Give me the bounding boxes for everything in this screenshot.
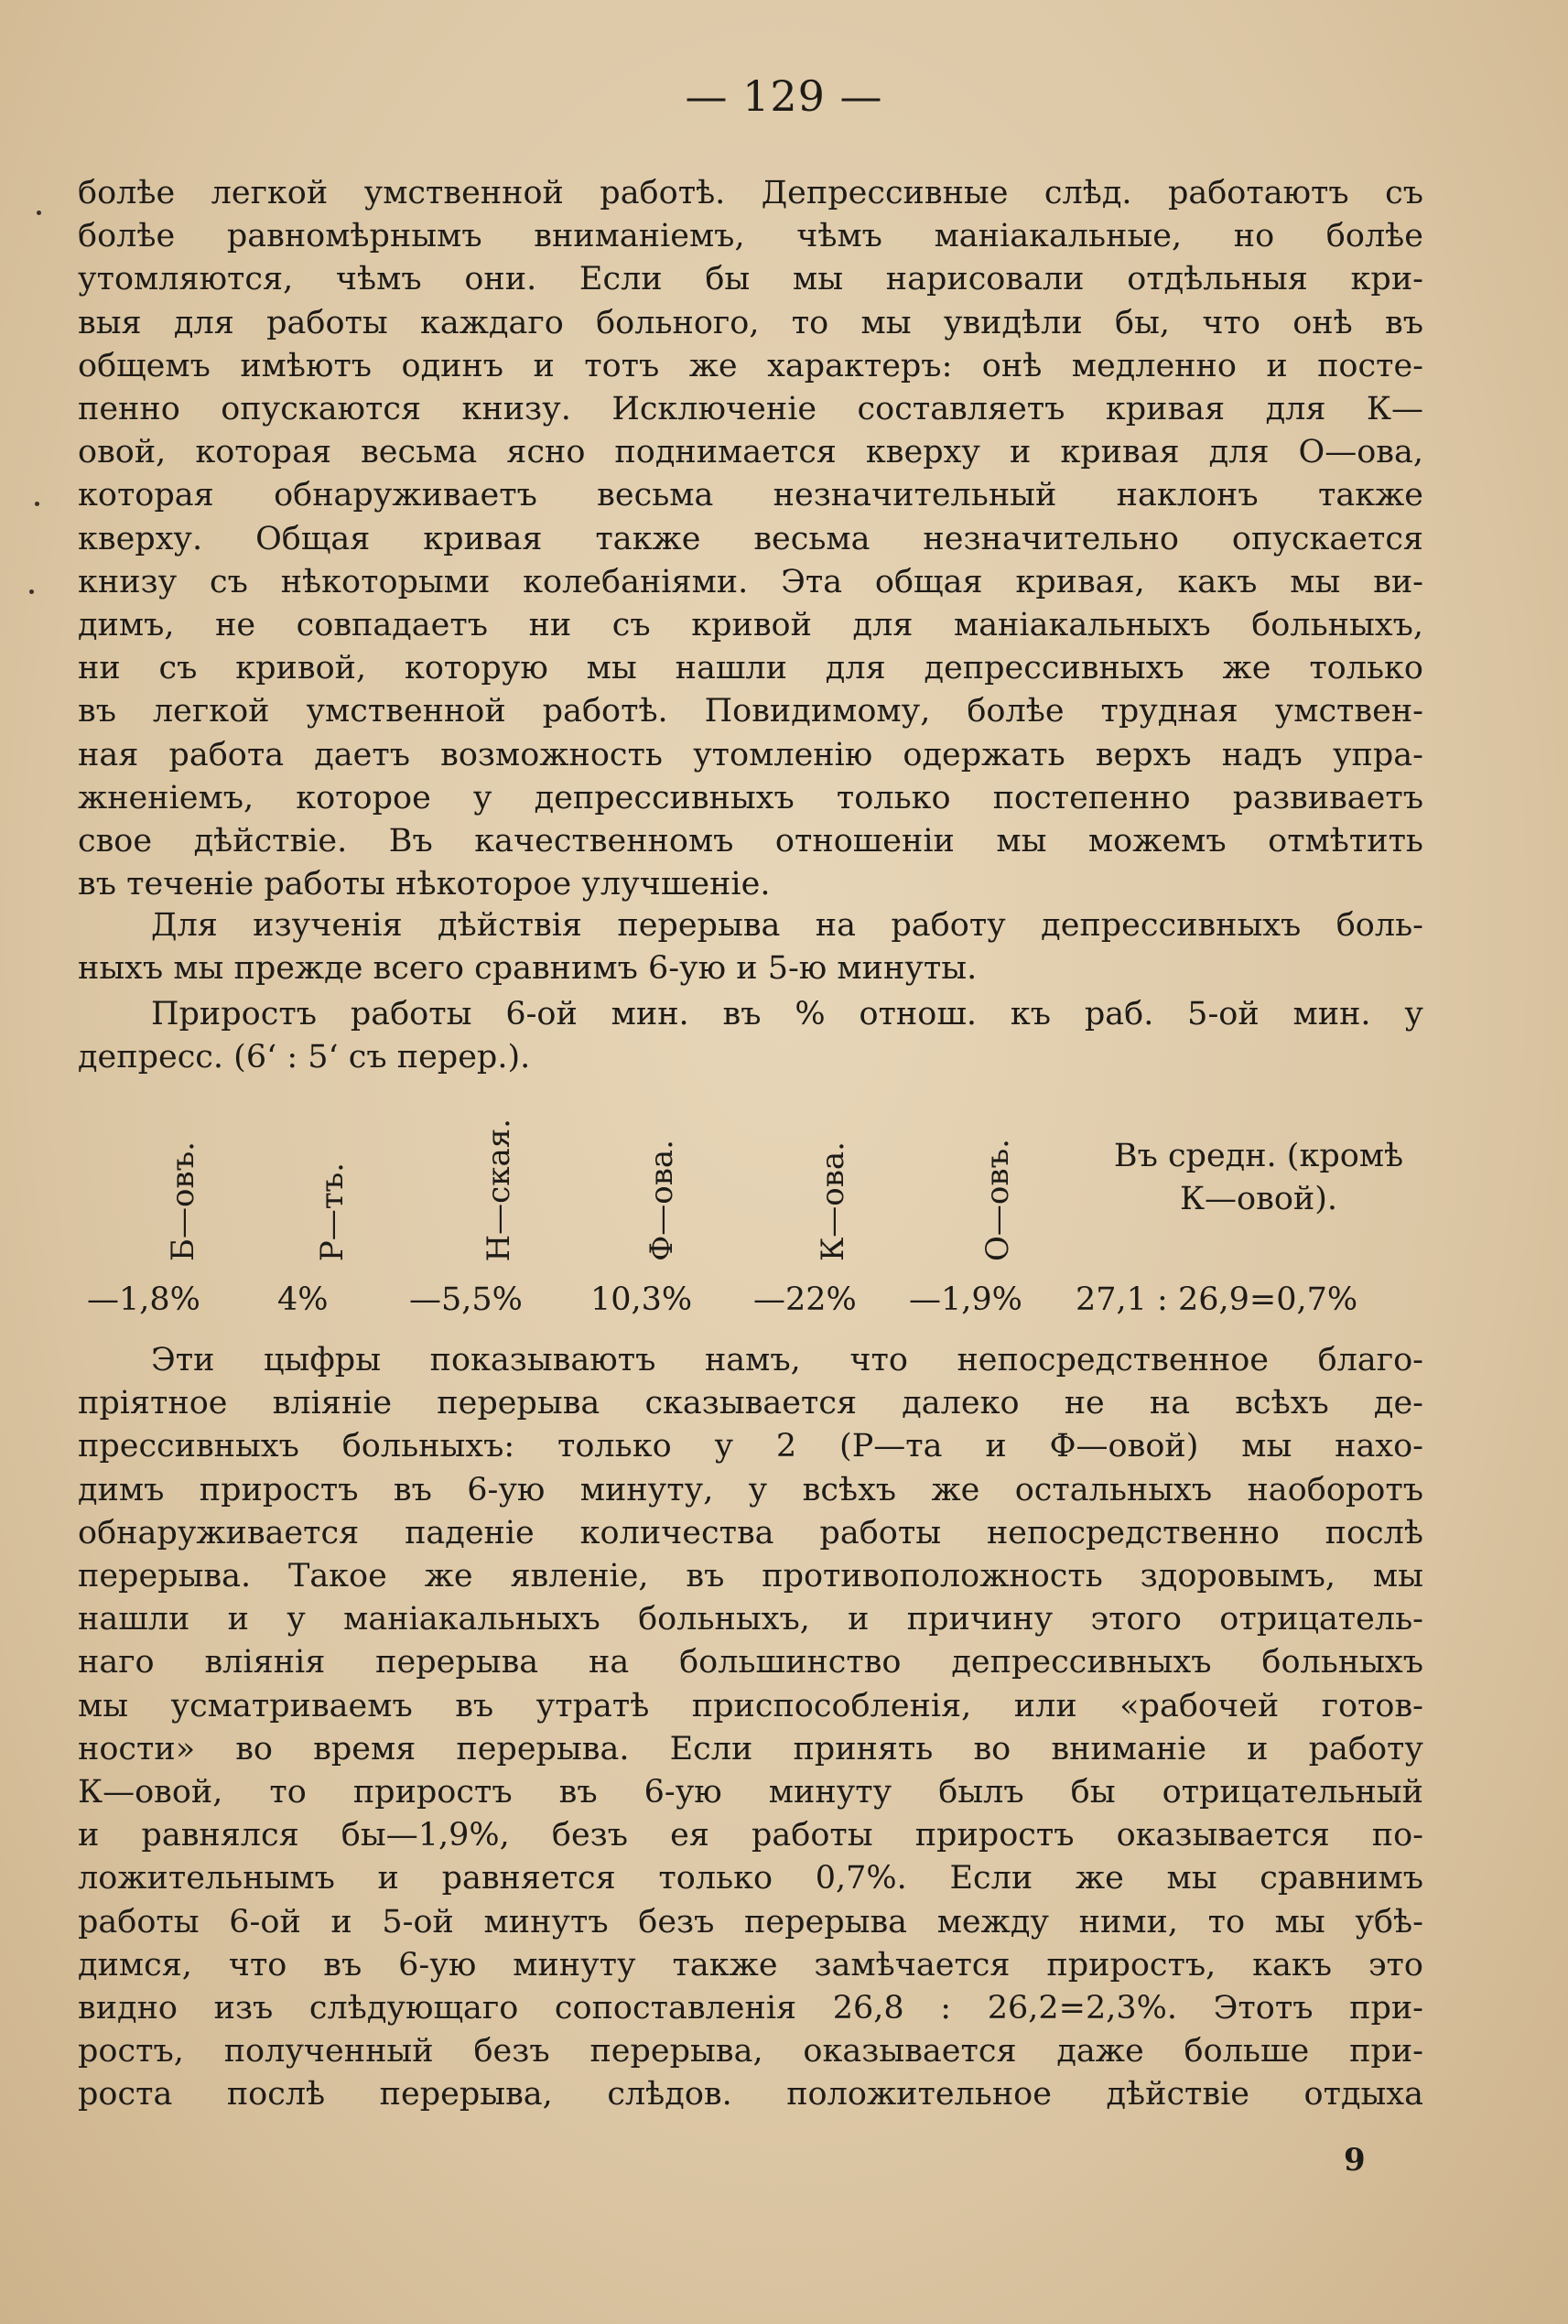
text-line: ростъ, полученный безъ перерыва, оказывается даже больше при- bbox=[78, 2033, 1423, 2070]
average-header bbox=[1085, 1135, 1433, 1221]
text-line: ности» во время перерыва. Если принять во вниманіе и работу bbox=[78, 1730, 1423, 1767]
text-line: димъ приростъ въ 6-ую минуту, у всѣхъ же остальныхъ наоборотъ bbox=[78, 1471, 1423, 1508]
text-line: ная работа даетъ возможность утомленію одержать верхъ надъ упра- bbox=[78, 736, 1423, 773]
column-header: К—ова. bbox=[815, 1140, 851, 1261]
text-line: общемъ имѣютъ одинъ и тотъ же характеръ: онѣ медленно и посте- bbox=[78, 347, 1423, 384]
text-line: нашли и у маніакальныхъ больныхъ, и причину этого отрицатель- bbox=[78, 1601, 1423, 1638]
text-line: въ теченіе работы нѣкоторое улучшеніе. bbox=[78, 866, 771, 903]
column-value: —1,8% bbox=[87, 1281, 200, 1318]
text-line: утомляются, чѣмъ они. Если бы мы нарисовали отдѣльныя кри- bbox=[78, 261, 1423, 298]
text-line: болѣе равномѣрнымъ вниманіемъ, чѣмъ маніакальные, но болѣе bbox=[78, 218, 1423, 255]
text-line: Эти цыфры показываютъ намъ, что непосредственное благо- bbox=[151, 1342, 1423, 1378]
column-value: —1,9% bbox=[909, 1281, 1022, 1318]
text-line: димъ, не совпадаетъ ни съ кривой для маніакальныхъ больныхъ, bbox=[78, 607, 1423, 644]
text-line: Приростъ работы 6-ой мин. въ % отнош. къ раб. 5-ой мин. у bbox=[151, 996, 1423, 1032]
column-header: Ф—ова. bbox=[643, 1140, 680, 1261]
text-line: ныхъ мы прежде всего сравнимъ 6-ую и 5-ю минуты. bbox=[78, 950, 978, 988]
text-line: въ легкой умственной работѣ. Повидимому, болѣе трудная умствен- bbox=[78, 693, 1423, 730]
column-value: —22% bbox=[753, 1281, 857, 1318]
text-line: депресс. (6‘ : 5‘ съ перер.). bbox=[78, 1039, 531, 1076]
text-line: ложительнымъ и равняется только 0,7%. Если же мы сравнимъ bbox=[78, 1860, 1423, 1897]
text-line: пенно опускаются книзу. Исключеніе составляетъ кривая для К— bbox=[78, 391, 1423, 428]
text-line: кверху. Общая кривая также весьма незначительно опускается bbox=[78, 520, 1423, 557]
text-line: жненіемъ, которое у депрессивныхъ только постепенно развиваетъ bbox=[78, 779, 1423, 816]
column-header: Н—ская. bbox=[481, 1118, 517, 1261]
text-line: работы 6-ой и 5-ой минутъ безъ перерыва между ними, то мы убѣ- bbox=[78, 1903, 1423, 1940]
column-value: 4% bbox=[277, 1281, 329, 1318]
text-line: перерыва. Такое же явленіе, въ противоположность здоровымъ, мы bbox=[78, 1558, 1423, 1595]
average-header-line: К—овой). bbox=[1179, 1181, 1338, 1217]
text-line: выя для работы каждаго больного, то мы увидѣли бы, что онѣ въ bbox=[78, 304, 1423, 341]
text-line: мы усматриваемъ въ утратѣ приспособленія, или «рабочей готов- bbox=[78, 1687, 1423, 1724]
margin-speck bbox=[29, 589, 34, 594]
text-line: Для изученія дѣйствія перерыва на работу депрессивныхъ боль- bbox=[151, 907, 1423, 944]
signature-mark: 9 bbox=[1344, 2142, 1366, 2178]
text-line: и равнялся бы—1,9%, безъ ея работы приростъ оказывается по- bbox=[78, 1817, 1423, 1854]
text-line: димся, что въ 6-ую минуту также замѣчается приростъ, какъ это bbox=[78, 1946, 1423, 1984]
text-line: обнаруживается паденіе количества работы непосредственно послѣ bbox=[78, 1514, 1423, 1551]
column-header: Р—тъ. bbox=[314, 1162, 351, 1261]
column-header: О—овъ. bbox=[979, 1139, 1016, 1261]
column-value: 10,3% bbox=[590, 1281, 693, 1318]
text-line: наго вліянія перерыва на большинство депрессивныхъ больныхъ bbox=[78, 1644, 1423, 1681]
page-number: — 129 — bbox=[685, 71, 883, 121]
average-value: 27,1 : 26,9=0,7% bbox=[1076, 1281, 1358, 1318]
increment-table bbox=[78, 1098, 1423, 1318]
paragraph-2 bbox=[78, 904, 1423, 990]
text-line: которая обнаруживаетъ весьма незначительный наклонъ также bbox=[78, 477, 1423, 514]
text-line: роста послѣ перерыва, слѣдов. положительное дѣйствіе отдыха bbox=[78, 2076, 1423, 2113]
paragraph-3 bbox=[78, 993, 1423, 1079]
text-line: ни съ кривой, которую мы нашли для депрессивныхъ же только bbox=[78, 650, 1423, 687]
column-header: Б—овъ. bbox=[165, 1140, 201, 1261]
text-line: прессивныхъ больныхъ: только у 2 (Р—та и Ф—овой) мы нахо- bbox=[78, 1428, 1423, 1465]
margin-speck bbox=[37, 211, 41, 215]
text-line: книзу съ нѣкоторыми колебаніями. Эта общая кривая, какъ мы ви- bbox=[78, 563, 1423, 600]
text-line: К—овой, то приростъ въ 6-ую минуту былъ бы отрицательный bbox=[78, 1774, 1423, 1811]
text-line: овой, которая весьма ясно поднимается кверху и кривая для О—ова, bbox=[78, 434, 1423, 471]
average-header-line: Въ средн. (кромѣ bbox=[1113, 1138, 1404, 1174]
column-value: —5,5% bbox=[409, 1281, 523, 1318]
margin-speck bbox=[35, 502, 39, 506]
text-line: свое дѣйствіе. Въ качественномъ отношеніи мы можемъ отмѣтить bbox=[78, 823, 1423, 860]
text-line: пріятное вліяніе перерыва сказывается далеко не на всѣхъ де- bbox=[78, 1385, 1423, 1422]
paragraph-4 bbox=[78, 1339, 1423, 2117]
paragraph-1 bbox=[78, 172, 1423, 906]
text-line: болѣе легкой умственной работѣ. Депрессивные слѣд. работаютъ съ bbox=[78, 175, 1423, 211]
text-line: видно изъ слѣдующаго сопоставленія 26,8 : 26,2=2,3%. Этотъ при- bbox=[78, 1990, 1423, 2027]
